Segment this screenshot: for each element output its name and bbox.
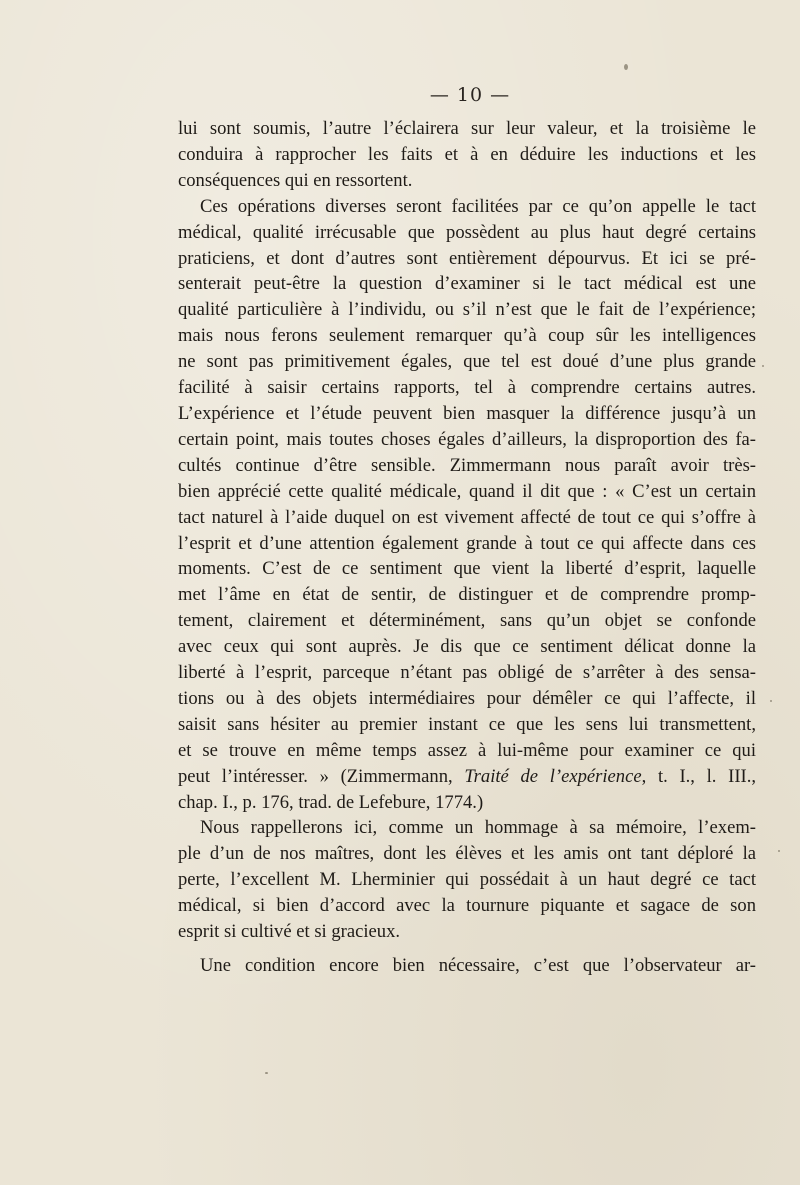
text-line: senterait peut-être la question d’examiner si le tact médical est une <box>178 273 756 295</box>
text-line: bien apprécié cette qualité médicale, quand il dit que : « C’est un certain <box>178 480 756 502</box>
text-line: Nous rappellerons ici, comme un hommage à sa mémoire, l’exem- <box>200 817 756 839</box>
text-line: tions ou à des objets intermédiaires pour démêler ce qui l’affecte, il <box>178 687 756 709</box>
paragraph-1 <box>178 116 756 194</box>
text-line: liberté à l’esprit, parceque n’étant pas obligé de s’arrêter à des sensa- <box>178 662 756 684</box>
text-line: facilité à saisir certains rapports, tel à comprendre certains autres. <box>178 377 756 399</box>
paragraph-gap <box>178 945 756 953</box>
text-line: médical, qualité irrécusable que possèdent au plus haut degré certains <box>178 221 756 243</box>
citation-after: , t. I., l. III., <box>641 765 757 787</box>
paper-speck <box>778 850 780 852</box>
paragraph-4 <box>178 953 756 979</box>
text-line: certain point, mais toutes choses égales d’ailleurs, la disproportion des fa- <box>178 428 756 450</box>
text-line: lui sont soumis, l’autre l’éclairera sur leur valeur, et la troisième le <box>178 118 756 139</box>
text-line: esprit si cultivé et si gracieux. <box>178 921 401 943</box>
text-line: cultés continue d’être sensible. Zimmermann nous paraît avoir très- <box>178 454 756 476</box>
text-line: ple d’un de nos maîtres, dont les élèves et les amis ont tant déploré la <box>178 843 756 865</box>
text-line: tement, clairement et déterminément, sans qu’un objet se confonde <box>178 610 756 632</box>
text-line: avec ceux qui sont auprès. Je dis que ce sentiment délicat donne la <box>178 636 756 658</box>
text-line: et se trouve en même temps assez à lui-même pour examiner ce qui <box>178 739 756 761</box>
text-line: L’expérience et l’étude peuvent bien masquer la différence jusqu’à un <box>178 402 756 424</box>
text-line: moments. C’est de ce sentiment que vient la liberté d’esprit, laquelle <box>178 558 756 580</box>
paper-speck <box>624 64 628 70</box>
text-line: tact naturel à l’aide duquel on est vivement affecté de tout ce qui s’offre à <box>178 506 756 528</box>
text-line: chap. I., p. 176, trad. de Lefebure, 1774.) <box>178 791 484 813</box>
text-line: Une condition encore bien nécessaire, c’est que l’observateur ar- <box>200 955 756 976</box>
text-line: médical, si bien d’accord avec la tournure piquante et sagace de son <box>178 895 756 917</box>
paragraph-3 <box>178 815 756 945</box>
text-line: conséquences qui en ressortent. <box>178 169 413 191</box>
paper-speck <box>265 1072 268 1074</box>
text-line: met l’âme en état de sentir, de distinguer et de comprendre promp- <box>178 584 756 606</box>
citation-title: Traité de l’expérience <box>464 765 642 787</box>
text-line: perte, l’excellent M. Lherminier qui possédait à un haut degré ce tact <box>178 869 756 891</box>
text-line: ne sont pas primitivement égales, que tel est doué d’une plus grande <box>178 351 756 373</box>
page-number: — 10 — <box>429 84 511 106</box>
paragraph-2 <box>178 194 756 816</box>
paper-speck <box>762 365 764 367</box>
paper-speck <box>770 700 772 702</box>
citation-line <box>178 764 756 790</box>
citation-before: peut l’intéresser. » (Zimmermann, <box>178 765 465 787</box>
body-text <box>178 116 756 979</box>
text-line: conduira à rapprocher les faits et à en déduire les inductions et les <box>178 143 756 165</box>
text-line: qualité particulière à l’individu, ou s’il n’est que le fait de l’expérience; <box>178 299 756 321</box>
text-line: l’esprit et d’une attention également grande à tout ce qui affecte dans ces <box>178 532 756 554</box>
text-line: saisit sans hésiter au premier instant ce que les sens lui transmettent, <box>178 713 756 735</box>
text-line: praticiens, et dont d’autres sont entièrement dépourvus. Et ici se pré- <box>178 247 756 269</box>
text-line: Ces opérations diverses seront facilitées par ce qu’on appelle le tact <box>200 195 756 217</box>
text-line: mais nous ferons seulement remarquer qu’à coup sûr les intelligences <box>178 325 756 347</box>
